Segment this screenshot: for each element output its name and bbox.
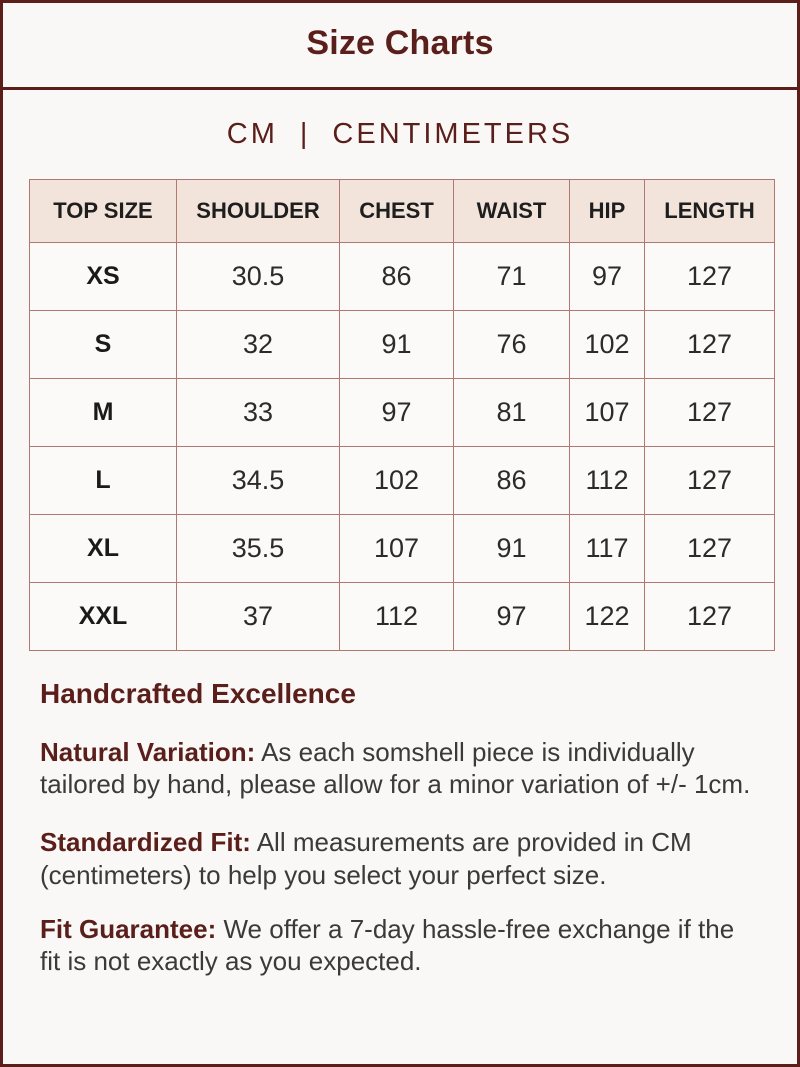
page-title: Size Charts [306, 24, 494, 62]
table-row [30, 243, 775, 311]
column-header-chest: CHEST [340, 180, 454, 243]
shoulder-cell: 32 [177, 311, 340, 379]
chest-cell: 112 [340, 583, 454, 651]
shoulder-cell: 33 [177, 379, 340, 447]
notes-heading: Handcrafted Excellence [40, 678, 356, 709]
hip-cell: 107 [570, 379, 645, 447]
shoulder-cell: 37 [177, 583, 340, 651]
hip-cell: 117 [570, 515, 645, 583]
length-cell: 127 [645, 447, 775, 515]
size-cell: L [30, 447, 177, 515]
chest-cell: 102 [340, 447, 454, 515]
size-cell: S [30, 311, 177, 379]
chest-cell: 97 [340, 379, 454, 447]
notes-section [40, 678, 760, 977]
shoulder-cell: 30.5 [177, 243, 340, 311]
column-header-waist: WAIST [454, 180, 570, 243]
waist-cell: 76 [454, 311, 570, 379]
shoulder-cell: 35.5 [177, 515, 340, 583]
chest-cell: 86 [340, 243, 454, 311]
units-short: CM [226, 118, 278, 150]
table-header-row [30, 180, 775, 243]
shoulder-cell: 34.5 [177, 447, 340, 515]
size-table [29, 179, 775, 651]
waist-cell: 86 [454, 447, 570, 515]
note-text: We offer a 7-day hassle-free exchange if the fit is not exactly as you expected. [40, 913, 735, 977]
note-text: As each somshell piece is individually tailored by hand, please allow for a minor variation of +/- 1cm. [40, 737, 751, 800]
size-cell: XL [30, 515, 177, 583]
hip-cell: 112 [570, 447, 645, 515]
length-cell: 127 [645, 583, 775, 651]
note-label: Fit Guarantee: [40, 913, 217, 944]
waist-cell: 71 [454, 243, 570, 311]
size-cell: XXL [30, 583, 177, 651]
hip-cell: 102 [570, 311, 645, 379]
header-bar [0, 0, 800, 90]
units-separator: | [299, 118, 311, 150]
table-row [30, 379, 775, 447]
note-label: Natural Variation: [40, 737, 256, 767]
column-header-hip: HIP [570, 180, 645, 243]
waist-cell: 81 [454, 379, 570, 447]
waist-cell: 97 [454, 583, 570, 651]
length-cell: 127 [645, 311, 775, 379]
table-row [30, 515, 775, 583]
column-header-top-size: TOP SIZE [30, 180, 177, 243]
units-long: CENTIMETERS [332, 118, 574, 150]
chest-cell: 91 [340, 311, 454, 379]
column-header-shoulder: SHOULDER [177, 180, 340, 243]
note-standardized-fit [40, 826, 760, 890]
table-row [30, 447, 775, 515]
length-cell: 127 [645, 379, 775, 447]
size-cell: M [30, 379, 177, 447]
table-row [30, 583, 775, 651]
hip-cell: 97 [570, 243, 645, 311]
length-cell: 127 [645, 515, 775, 583]
waist-cell: 91 [454, 515, 570, 583]
units-label [0, 118, 800, 151]
note-label: Standardized Fit: [40, 827, 251, 858]
size-cell: XS [30, 243, 177, 311]
column-header-length: LENGTH [645, 180, 775, 243]
note-natural-variation [40, 736, 760, 800]
table-row [30, 311, 775, 379]
chest-cell: 107 [340, 515, 454, 583]
hip-cell: 122 [570, 583, 645, 651]
note-text: All measurements are provided in CM (centimeters) to help you select your perfect size. [40, 827, 692, 890]
length-cell: 127 [645, 243, 775, 311]
note-fit-guarantee [40, 913, 760, 977]
